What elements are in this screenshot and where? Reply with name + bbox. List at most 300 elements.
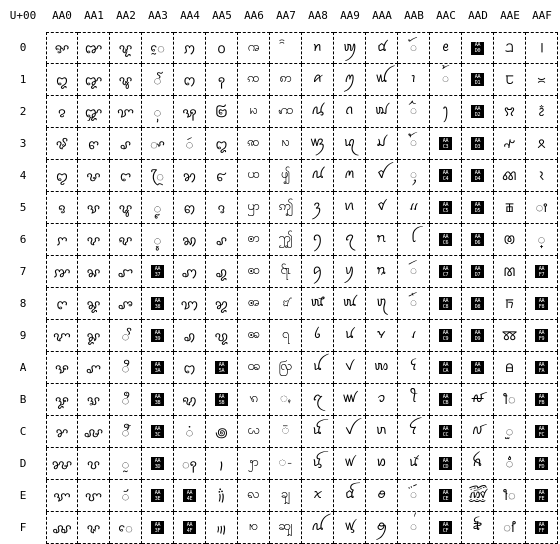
missing-glyph-box — [439, 521, 452, 534]
glyph: ꪶ — [410, 231, 417, 246]
missing-glyph-code: 38 — [154, 303, 161, 310]
glyph: ꩋ — [182, 393, 197, 409]
glyph-cell — [238, 128, 270, 160]
glyph: ꫵ — [535, 200, 548, 216]
missing-glyph-box — [471, 265, 484, 278]
missing-glyph-box — [215, 393, 228, 406]
glyph-cell — [526, 320, 558, 352]
glyph-cell — [46, 480, 78, 512]
glyph: ꩭ — [248, 455, 259, 470]
glyph: ꪼ — [409, 423, 418, 438]
glyph-cell — [494, 224, 526, 256]
missing-glyph-code: CC — [442, 431, 449, 438]
missing-glyph-code: AA — [186, 489, 193, 496]
missing-glyph-code: C3 — [442, 143, 449, 150]
glyph: ꨡ — [118, 73, 133, 89]
glyph: ꨝ — [86, 457, 101, 473]
glyph: ꪻ — [409, 391, 418, 406]
glyph: ꪘ — [342, 295, 357, 310]
glyph: ꪤ — [377, 167, 386, 182]
glyph: ꨵ — [153, 201, 162, 217]
glyph-cell — [494, 416, 526, 448]
glyph-cell — [462, 192, 494, 224]
glyph: ꩤ — [247, 167, 260, 182]
glyph-cell — [78, 288, 110, 320]
row-header: 2 — [19, 105, 27, 118]
glyph: ꩣ — [247, 135, 260, 150]
glyph: ꨘ — [86, 297, 101, 313]
missing-glyph-code: AA — [442, 233, 449, 240]
glyph: ꨋ — [54, 393, 69, 409]
missing-glyph-box — [535, 489, 548, 502]
missing-glyph-box — [471, 137, 484, 150]
missing-glyph-box — [471, 297, 484, 310]
glyph-cell — [462, 224, 494, 256]
glyph-cell — [430, 32, 462, 64]
glyph: ꪥ — [377, 199, 386, 214]
glyph: ꪳ — [410, 135, 417, 150]
glyph-cell — [78, 224, 110, 256]
column-header: AA1 — [84, 9, 104, 22]
missing-glyph-box — [535, 361, 548, 374]
glyph: ꨴ — [151, 169, 164, 185]
glyph-cell — [46, 352, 78, 384]
glyph: ꨮ — [121, 489, 130, 505]
missing-glyph-code: AA — [154, 361, 161, 368]
column-header: AA4 — [180, 9, 200, 22]
glyph: ꪵ — [408, 199, 419, 214]
missing-glyph-box — [471, 42, 484, 55]
glyph: ꪅ — [313, 199, 322, 214]
missing-glyph-code: 3B — [154, 399, 161, 406]
glyph-cell — [494, 192, 526, 224]
glyph: ꪱ — [410, 71, 417, 86]
missing-glyph-box — [439, 233, 452, 246]
glyph-cell — [462, 512, 494, 544]
glyph-cell — [430, 192, 462, 224]
glyph-cell — [174, 384, 206, 416]
glyph-cell — [78, 32, 110, 64]
glyph: ꨯ — [118, 521, 133, 537]
row-header: A — [19, 361, 27, 374]
column-header: AAE — [500, 9, 520, 22]
missing-glyph-box — [183, 489, 196, 502]
missing-glyph-code: CE — [442, 495, 449, 502]
glyph: ꩡ — [247, 71, 260, 86]
missing-glyph-code: AA — [538, 265, 545, 272]
missing-glyph-code: D5 — [474, 207, 481, 214]
missing-glyph-code: AA — [538, 329, 545, 336]
missing-glyph-code: F9 — [538, 335, 545, 342]
glyph: ꨐ — [84, 42, 103, 57]
glyph: ꪓ — [343, 135, 356, 150]
glyph: ꪿ — [410, 519, 417, 534]
glyph-cell — [206, 320, 238, 352]
glyph-cell — [238, 64, 270, 96]
glyph-cell — [526, 256, 558, 288]
glyph-cell — [238, 192, 270, 224]
missing-glyph-code: AA — [474, 233, 481, 240]
missing-glyph-box — [151, 361, 164, 374]
glyph: ꪑ — [344, 71, 355, 86]
glyph-cell — [462, 416, 494, 448]
glyph: ꨛ — [86, 393, 101, 409]
glyph: ꪧ — [376, 263, 387, 278]
glyph: ꩼ — [281, 423, 290, 438]
missing-glyph-code: 3E — [154, 495, 161, 502]
glyph: ꩫ — [248, 391, 259, 406]
missing-glyph-code: CA — [442, 367, 449, 374]
missing-glyph-code: DA — [474, 367, 481, 374]
glyph-cell — [462, 320, 494, 352]
glyph-cell — [270, 64, 302, 96]
glyph-cell — [238, 288, 270, 320]
glyph-cell — [110, 128, 142, 160]
missing-glyph-box — [471, 169, 484, 182]
glyph-cell — [334, 128, 366, 160]
missing-glyph-box — [151, 393, 164, 406]
glyph-cell — [238, 352, 270, 384]
glyph: ꨭ — [121, 457, 130, 473]
glyph: ꩳ — [281, 135, 290, 150]
glyph: ꨃ — [55, 137, 69, 153]
missing-glyph-code: AA — [474, 361, 481, 368]
glyph-cell — [206, 384, 238, 416]
glyph-cell — [78, 64, 110, 96]
glyph: ꪟ — [344, 519, 355, 534]
missing-glyph-code: AA — [442, 425, 449, 432]
glyph: ꨲ — [153, 105, 162, 121]
glyph-cell — [46, 192, 78, 224]
glyph-cell — [334, 320, 366, 352]
glyph-cell — [142, 192, 174, 224]
glyph-cell — [46, 288, 78, 320]
glyph-cell — [366, 416, 398, 448]
glyph: ꨏ — [52, 521, 72, 537]
glyph: ꪜ — [344, 423, 355, 438]
missing-glyph-code: AA — [474, 105, 481, 112]
glyph-cell — [270, 448, 302, 480]
glyph-cell — [46, 128, 78, 160]
glyph: ꪣ — [376, 135, 387, 150]
glyph-cell — [398, 352, 430, 384]
missing-glyph-code: C9 — [442, 335, 449, 342]
missing-glyph-code: AA — [218, 393, 225, 400]
missing-glyph-code: C5 — [442, 207, 449, 214]
glyph: ꩸ — [282, 295, 289, 310]
glyph-cell — [430, 384, 462, 416]
glyph-cell — [142, 96, 174, 128]
missing-glyph-code: D4 — [474, 175, 481, 182]
glyph-cell — [110, 96, 142, 128]
glyph-cell — [110, 448, 142, 480]
glyph-cell — [398, 416, 430, 448]
glyph: ꨄ — [55, 169, 69, 185]
glyph-cell — [398, 96, 430, 128]
missing-glyph-code: CF — [442, 527, 449, 534]
missing-glyph-code: AA — [538, 393, 545, 400]
missing-glyph-code: AA — [442, 297, 449, 304]
glyph-cell — [110, 320, 142, 352]
glyph-cell — [526, 96, 558, 128]
glyph: ꩮ — [247, 487, 260, 502]
glyph: ꩇ — [181, 265, 198, 281]
column-header: AA8 — [308, 9, 328, 22]
glyph-cell — [46, 416, 78, 448]
glyph: ꫟ — [473, 519, 482, 534]
glyph-cell — [462, 64, 494, 96]
missing-glyph-code: 5B — [218, 399, 225, 406]
glyph-cell — [142, 64, 174, 96]
glyph-cell — [366, 224, 398, 256]
glyph-cell — [206, 224, 238, 256]
glyph-cell — [142, 320, 174, 352]
glyph: ꫠ — [505, 41, 514, 56]
row-header: 7 — [19, 265, 27, 278]
glyph-cell — [526, 64, 558, 96]
glyph-cell — [174, 448, 206, 480]
glyph-cell — [270, 288, 302, 320]
glyph-cell — [206, 352, 238, 384]
missing-glyph-code: D6 — [474, 239, 481, 246]
missing-glyph-code: F7 — [538, 271, 545, 278]
glyph: ꩷ — [280, 263, 291, 278]
missing-glyph-code: AA — [186, 521, 193, 528]
column-header: AA6 — [244, 9, 264, 22]
missing-glyph-code: 3F — [154, 527, 161, 534]
glyph: ꨬ — [121, 425, 130, 441]
glyph-cell — [78, 192, 110, 224]
glyph-cell — [110, 224, 142, 256]
glyph: ꩂ — [182, 105, 197, 121]
row-header: 4 — [19, 169, 27, 182]
missing-glyph-box — [471, 233, 484, 246]
missing-glyph-box — [439, 297, 452, 310]
glyph: ꩺ — [278, 359, 293, 374]
missing-glyph-code: D8 — [474, 303, 481, 310]
glyph: ꪞ — [344, 487, 355, 502]
missing-glyph-code: AA — [474, 201, 481, 208]
glyph: ꫛ — [470, 391, 485, 406]
glyph: ꨢ — [117, 105, 134, 121]
glyph-cell — [398, 128, 430, 160]
glyph-cell — [334, 384, 366, 416]
glyph: ꩊ — [183, 361, 196, 377]
glyph-cell — [366, 480, 398, 512]
glyph-cell — [334, 512, 366, 544]
glyph-cell — [366, 128, 398, 160]
glyph: ꫬ — [505, 424, 514, 440]
glyph-cell — [398, 480, 430, 512]
glyph-cell — [430, 512, 462, 544]
glyph-cell — [270, 320, 302, 352]
glyph: ꩩ — [247, 327, 260, 342]
glyph-cell — [206, 256, 238, 288]
glyph-cell — [110, 192, 142, 224]
glyph-cell — [494, 352, 526, 384]
glyph: ꩞ — [217, 489, 226, 505]
row-header: 3 — [19, 137, 27, 150]
glyph-cell — [238, 256, 270, 288]
glyph: ꨪ — [121, 361, 130, 377]
glyph: ꪨ — [375, 295, 388, 310]
glyph: ꪖ — [344, 231, 355, 246]
glyph: ꫦ — [503, 232, 516, 248]
missing-glyph-box — [215, 361, 228, 374]
glyph-cell — [206, 96, 238, 128]
glyph-cell — [142, 288, 174, 320]
glyph-cell — [270, 224, 302, 256]
missing-glyph-box — [151, 265, 164, 278]
glyph-cell — [174, 192, 206, 224]
glyph: ꫪ — [505, 360, 514, 376]
glyph-cell — [174, 160, 206, 192]
missing-glyph-box — [535, 329, 548, 342]
glyph-cell — [302, 128, 334, 160]
glyph: ꪈ — [309, 295, 326, 310]
glyph: ꪰ — [410, 39, 417, 55]
column-header: AA0 — [52, 9, 72, 22]
missing-glyph-code: FB — [538, 399, 545, 406]
missing-glyph-box — [535, 457, 548, 470]
glyph: ꪚ — [345, 359, 354, 374]
missing-glyph-code: AA — [474, 169, 481, 176]
glyph-cell — [398, 288, 430, 320]
missing-glyph-code: AA — [154, 489, 161, 496]
row-header: 8 — [19, 297, 27, 310]
glyph: ꫤ — [502, 168, 517, 184]
glyph-cell — [238, 448, 270, 480]
glyph: ꪪ — [373, 359, 390, 374]
missing-glyph-box — [439, 393, 452, 406]
missing-glyph-code: FD — [538, 463, 545, 470]
glyph: ꪁ — [312, 71, 323, 86]
glyph-cell — [46, 256, 78, 288]
glyph: ꫲ — [538, 104, 545, 120]
glyph: ꫭ — [505, 456, 514, 472]
glyph: ꪢ — [374, 103, 389, 118]
glyph-cell — [270, 160, 302, 192]
glyph-cell — [398, 256, 430, 288]
glyph-cell — [270, 128, 302, 160]
glyph: ꨠ — [118, 42, 133, 57]
glyph: ꨧ — [117, 265, 134, 281]
glyph-cell — [302, 160, 334, 192]
missing-glyph-code: AA — [474, 73, 481, 80]
missing-glyph-code: 4E — [186, 495, 193, 502]
glyph: ꩗ — [215, 265, 228, 281]
missing-glyph-box — [151, 329, 164, 342]
glyph: ꩲ — [277, 103, 294, 118]
glyph: ꩒ — [215, 105, 228, 121]
glyph-cell — [110, 256, 142, 288]
missing-glyph-code: C4 — [442, 175, 449, 182]
missing-glyph-code: AA — [474, 265, 481, 272]
missing-glyph-box — [439, 201, 452, 214]
glyph-cell — [206, 512, 238, 544]
glyph-cell — [206, 128, 238, 160]
glyph-cell — [398, 64, 430, 96]
glyph-cell — [142, 128, 174, 160]
glyph-cell — [430, 96, 462, 128]
column-header: AA7 — [276, 9, 296, 22]
glyph-cell — [366, 352, 398, 384]
glyph: ꩐ — [217, 42, 226, 57]
glyph-cell — [110, 160, 142, 192]
glyph: ꩱ — [279, 71, 292, 86]
glyph: ꪆ — [312, 231, 323, 246]
missing-glyph-code: D3 — [474, 143, 481, 150]
glyph: ꩜ — [215, 425, 228, 441]
glyph: ꪮ — [377, 487, 386, 502]
missing-glyph-code: AA — [538, 297, 545, 304]
glyph: ꩿ — [278, 519, 293, 534]
missing-glyph-code: AA — [154, 521, 161, 528]
glyph: ꫡ — [505, 72, 514, 88]
missing-glyph-box — [535, 425, 548, 438]
missing-glyph-code: C7 — [442, 271, 449, 278]
glyph-cell — [142, 480, 174, 512]
glyph: ꩠ — [247, 39, 260, 55]
missing-glyph-code: D0 — [474, 48, 481, 54]
glyph-cell — [206, 192, 238, 224]
glyph-cell — [142, 448, 174, 480]
missing-glyph-code: AA — [442, 489, 449, 496]
missing-glyph-code: 4F — [186, 527, 193, 534]
glyph: ꪐ — [342, 39, 357, 55]
glyph-cell — [334, 480, 366, 512]
glyph: ꪽ — [408, 455, 419, 470]
glyph: ꪫ — [377, 391, 386, 406]
glyph-cell — [398, 320, 430, 352]
glyph-cell — [334, 96, 366, 128]
glyph-cell — [494, 128, 526, 160]
glyph-cell — [334, 256, 366, 288]
glyph-cell — [462, 32, 494, 64]
glyph: ꫫ — [503, 392, 516, 408]
missing-glyph-code: FA — [538, 367, 545, 374]
glyph: ꨳ — [150, 137, 165, 153]
glyph: ꨌ — [55, 425, 69, 441]
glyph: ꩵ — [278, 199, 293, 214]
glyph-cell — [430, 416, 462, 448]
glyph: ꪎ — [312, 487, 323, 502]
glyph-cell — [238, 512, 270, 544]
glyph-cell — [142, 512, 174, 544]
glyph: ꨕ — [86, 201, 101, 217]
glyph-cell — [366, 448, 398, 480]
missing-glyph-code: C6 — [442, 239, 449, 246]
glyph-cell — [366, 288, 398, 320]
glyph: ꩾ — [280, 487, 291, 502]
glyph-cell — [462, 96, 494, 128]
glyph-cell — [430, 480, 462, 512]
glyph-cell — [366, 512, 398, 544]
glyph-cell — [526, 352, 558, 384]
glyph-cell — [174, 224, 206, 256]
missing-glyph-code: 3D — [154, 463, 161, 470]
missing-glyph-code: F8 — [538, 303, 545, 310]
glyph-cell — [270, 256, 302, 288]
glyph: ꫱ — [537, 72, 546, 88]
missing-glyph-code: AA — [154, 265, 161, 272]
missing-glyph-code: FE — [538, 495, 545, 502]
glyph: ꫨ — [505, 296, 514, 312]
glyph: ꩕ — [217, 201, 226, 217]
glyph: ꨖ — [86, 233, 101, 249]
glyph-cell — [334, 224, 366, 256]
glyph-cell — [302, 384, 334, 416]
